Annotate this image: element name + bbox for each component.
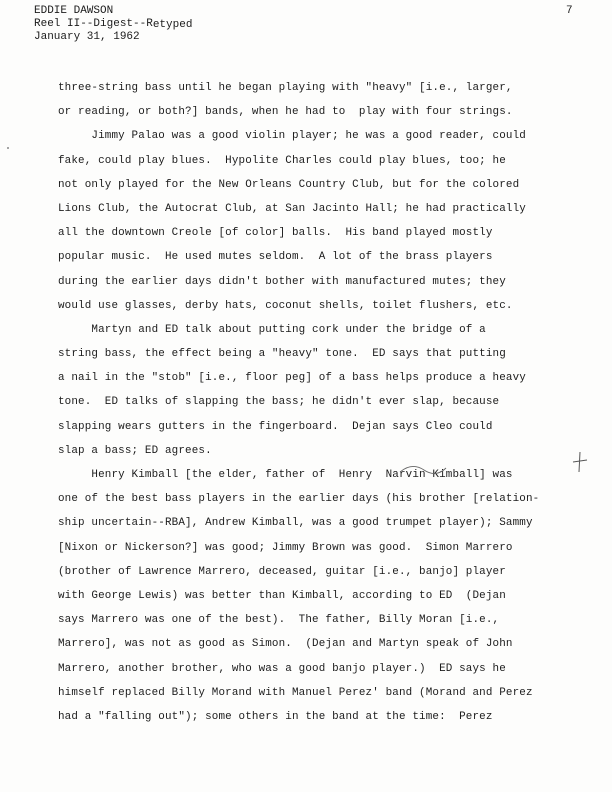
- text-line: a nail in the "stob" [i.e., floor peg] of a bass helps produce a heavy: [58, 372, 526, 385]
- text-line: string bass, the effect being a "heavy" tone. ED says that putting: [58, 348, 506, 361]
- text-line: [Nixon or Nickerson?] was good; Jimmy Brown was good. Simon Marrero: [58, 541, 513, 554]
- text-line: slap a bass; ED agrees.: [58, 444, 212, 457]
- margin-speck-mark: [4, 144, 12, 152]
- text-line: not only played for the New Orleans Country Club, but for the colored: [58, 178, 520, 191]
- text-line: says Marrero was one of the best). The father, Billy Moran [i.e.,: [58, 614, 500, 627]
- text-line: slapping wears gutters in the fingerboard. Dejan says Cleo could: [58, 420, 493, 433]
- header-reel-suffix: etyped: [152, 19, 193, 31]
- text-line: Marrero], was not as good as Simon. (Dejan and Martyn speak of John: [58, 638, 513, 651]
- text-line: popular music. He used mutes seldom. A lot of the brass players: [58, 251, 493, 264]
- text-line: with George Lewis) was better than Kimball, according to ED (Dejan: [58, 589, 506, 602]
- text-line: tone. ED talks of slapping the bass; he didn't ever slap, because: [58, 396, 500, 409]
- text-line: one of the best bass players in the earlier days (his brother [relation-: [58, 493, 540, 506]
- body-text: [58, 76, 578, 729]
- header-name: EDDIE DAWSON: [34, 5, 114, 17]
- handwritten-cross-mark: [570, 450, 590, 476]
- text-line: (brother of Lawrence Marrero, deceased, guitar [i.e., banjo] player: [58, 565, 506, 578]
- text-line: three-string bass until he began playing with "heavy" [i.e., larger,: [58, 82, 513, 94]
- text-line: or reading, or both?] bands, when he had to play with four strings.: [58, 106, 513, 119]
- page-number: 7: [566, 5, 573, 17]
- header-date: January 31, 1962: [34, 31, 140, 43]
- text-line: would use glasses, derby hats, coconut shells, toilet flushers, etc.: [58, 299, 513, 312]
- header-reel: [34, 18, 192, 31]
- text-line: ship uncertain--RBA], Andrew Kimball, was a good trumpet player); Sammy: [58, 517, 533, 530]
- text-line: had a "falling out"); some others in the band at the time: Perez: [58, 710, 493, 723]
- text-line: all the downtown Creole [of color] balls. His band played mostly: [58, 227, 493, 240]
- text-line: Henry Kimball [the elder, father of Henry Narvin Kimball] was: [58, 469, 513, 481]
- text-line: fake, could play blues. Hypolite Charles could play blues, too; he: [58, 154, 506, 167]
- text-line: Jimmy Palao was a good violin player; he was a good reader, could: [58, 130, 526, 143]
- text-line: Martyn and ED talk about putting cork under the bridge of a: [58, 323, 486, 336]
- header-reel-text: Reel II--Digest--R: [34, 18, 153, 30]
- text-line: during the earlier days didn't bother with manufactured mutes; they: [58, 275, 506, 288]
- text-line: Marrero, another brother, who was a good banjo player.) ED says he: [58, 662, 506, 675]
- text-line: Lions Club, the Autocrat Club, at San Jacinto Hall; he had practically: [58, 202, 526, 215]
- text-line: himself replaced Billy Morand with Manuel Perez' band (Morand and Perez: [58, 686, 533, 699]
- handwritten-underline-mark: [398, 458, 448, 478]
